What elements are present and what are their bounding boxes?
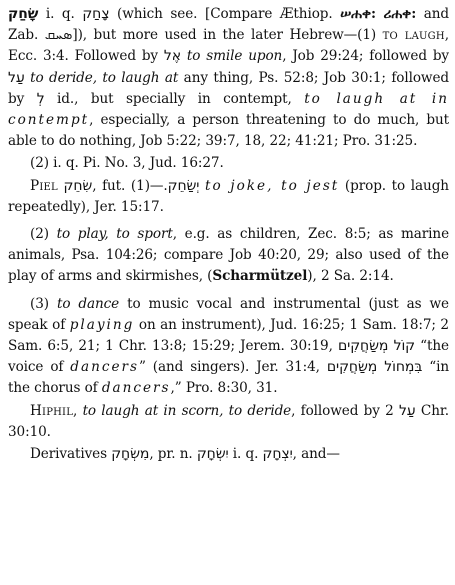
text: to music vocal and instrumental (just as we speak of (8, 295, 449, 333)
hebrew-phrase: בִּמְחוֹל מְשַׂחֲקִים (326, 359, 423, 376)
text: ]), but more used in the later Hebrew—(1) (72, 27, 383, 44)
text: (which see. [Compare Æthiop. (109, 6, 341, 22)
text: id., but specially in contempt, (44, 90, 305, 107)
text: ), 2 Sa. 2:14. (307, 268, 394, 285)
text: on an instrument), Jud. 16:25; 1 Sam. 18:7; 2 Sam. 6:5, 21; 1 Chr. 13:8; 15:29; Jerem. 30:19, (8, 316, 449, 355)
text: , especially, a person threatening to do much, but able to do nothing, Job 5:22; 39:7, 18, 22; 41:21; Pro. 31:25. (8, 112, 449, 150)
italic-gloss: to play, to sport (56, 226, 173, 243)
hebrew-word: צָחַק (82, 6, 110, 22)
text: (2) (30, 226, 57, 243)
stem-heading: Piel (30, 177, 58, 194)
text: and Zab. (8, 6, 449, 44)
text: (3) (30, 295, 57, 312)
stem-heading: Hiphil (30, 402, 74, 419)
text: , Ecc. 3:4. Followed by (8, 27, 449, 65)
hebrew-word: יְשַׂחֵק (167, 177, 200, 194)
text: ,” Pro. 8:30, 31. (170, 380, 278, 397)
hebrew-phrase: קוֹל מְשַׂחֲקִים (337, 338, 416, 355)
ethiopic-word: ሪሐቀ: (383, 6, 417, 22)
italic-gloss: to deride, to laugh at (24, 69, 179, 86)
entry-paragraph-sense-2 (8, 153, 449, 174)
text: , e.g. as children, Zec. 8:5; as marine animals, Psa. 104:26; compare Job 40:20, 29; also used of the play of arms and skirmishes, ( (8, 226, 450, 285)
italic-gloss: playing (69, 316, 135, 333)
italic-gloss: to joke, to jest (205, 177, 340, 194)
text: , and— (292, 446, 340, 463)
text: , pr. n. (149, 446, 197, 463)
sense-heading: to laugh (382, 27, 445, 44)
text: , (73, 402, 83, 419)
entry-paragraph-piel-3 (8, 294, 449, 400)
text: i. q. (228, 446, 263, 463)
italic-gloss: dancers (101, 380, 171, 397)
hebrew-word: אֶל (163, 48, 182, 65)
text (376, 6, 384, 22)
hebrew-word: יִצְחָק (262, 446, 293, 463)
text: (2) i. q. Pi. No. 3, Jud. 16:27. (30, 155, 224, 172)
german-word: Scharmützel (212, 268, 308, 285)
text: , Job 29:24; followed by (282, 48, 449, 65)
italic-gloss: to smile upon (181, 48, 283, 65)
ethiopic-word: ሠሐቀ: (340, 6, 376, 22)
text: (prop. to laugh repeatedly), Jer. 15:17. (8, 177, 449, 215)
syriac-word: ܣܚܩ (44, 27, 73, 44)
entry-paragraph-hiphil (8, 401, 449, 443)
text: “the voice of (8, 338, 449, 376)
italic-gloss: dancers (70, 359, 139, 376)
italic-gloss: to laugh at in contempt (8, 90, 449, 129)
hebrew-word: לְ (36, 90, 45, 107)
text: 2 Chr. 30:10. (8, 402, 449, 440)
entry-paragraph-piel-2 (8, 224, 449, 288)
entry-paragraph-derivatives (8, 444, 449, 465)
text: i. q. (38, 6, 83, 22)
hebrew-word: שִׂחֵק (63, 177, 93, 194)
hebrew-word: עַל (8, 69, 25, 86)
hebrew-word: מִשְׂחָק (111, 446, 150, 463)
headword: שָׂחַק (8, 6, 39, 22)
hebrew-word: עַל (398, 402, 416, 419)
italic-gloss: to laugh at in scorn, to deride (82, 402, 292, 419)
text: ” (and singers). Jer. 31:4, (139, 359, 327, 376)
text: , followed by (291, 402, 386, 419)
text: .—(1) (130, 177, 205, 194)
text: “in the chorus of (8, 359, 449, 397)
text: Derivatives (30, 446, 112, 463)
text: any thing, Ps. 52:8; Job 30:1; followed by (8, 69, 449, 107)
text: , fut. (92, 177, 131, 194)
hebrew-word: יִשְׂחָק (196, 446, 229, 463)
italic-gloss: to dance (56, 295, 120, 312)
entry-paragraph-main (8, 4, 449, 152)
entry-paragraph-piel (8, 176, 449, 218)
